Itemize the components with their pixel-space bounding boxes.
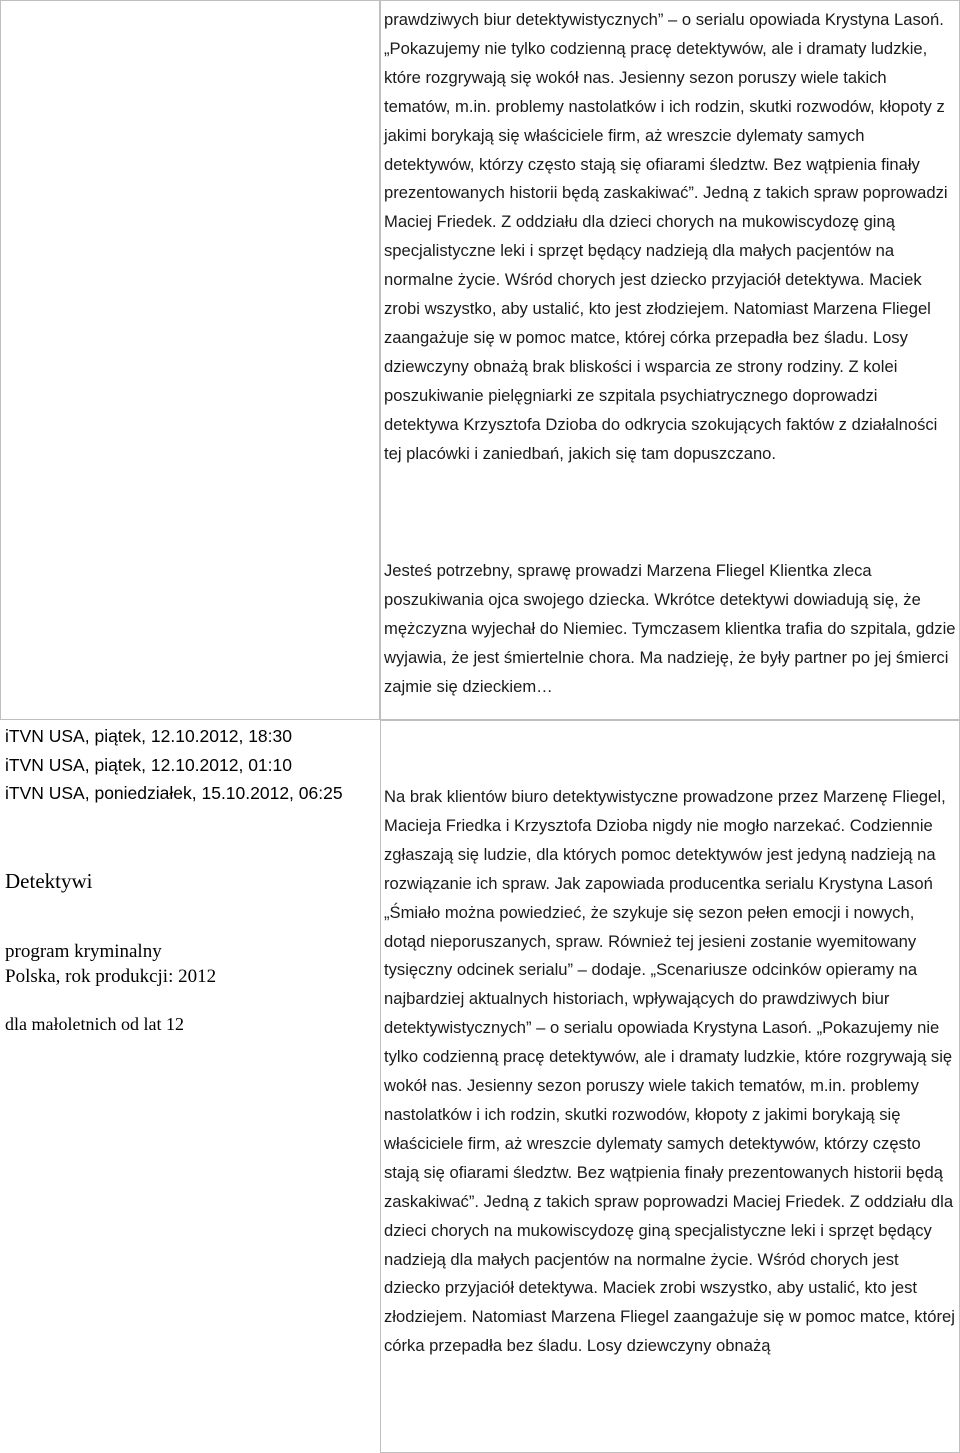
broadcast-listings xyxy=(5,722,375,808)
image-cell-top xyxy=(0,0,380,720)
bottom-paragraph: Na brak klientów biuro detektywistyczne prowadzone przez Marzenę Fliegel, Macieja Friedka i Krzysztofa Dzioba nigdy nie mogło narzekać. Codziennie zgłaszają się ludzie, dla których pomoc detektywów jest jedyną nadzieją na rozwiązanie ich spraw. Jak zapowiada producentka serialu Krystyna Lasoń „Śmiało można powiedzieć, że szykuje się sezon pełen emocji i nowych, dotąd nieporuszanych, spraw. Również tej jesieni zostanie wyemitowany tysięczny odcinek serialu” – dodaje. „Scenariusze odcinków opieramy na najbardziej aktualnych historiach, wpływających do prawdziwych biur detektywistycznych” – o serialu opowiada Krystyna Lasoń. „Pokazujemy nie tylko codzienną pracę detektywów, ale i dramaty ludzkie, które rozgrywają się wokół nas. Jesienny sezon poruszy wiele takich tematów, m.in. problemy nastolatków i ich rodzin, skutki rozwodów, kłopoty z jakimi borykają się właściciele firm, aż wreszcie dylematy samych detektywów, którzy często stają się ofiarami śledztw. Bez wątpienia finały prezentowanych historii będą zaskakiwać”. Jedną z takich spraw poprowadzi Maciej Friedek. Z oddziału dla dzieci chorych na mukowiscydozę giną specjalistyczne leki i sprzęt będący nadzieją dla małych pacjentów na normalne życie. Wśród chorych jest dziecko przyjaciół detektywa. Maciek zrobi wszystko, aby ustalić, kto jest złodziejem. Natomiast Marzena Fliegel zaangażuje się w pomoc matce, której córka przepadła bez śladu. Losy dziewczyny obnażą xyxy=(384,787,955,1356)
age-rating: dla małoletnich od lat 12 xyxy=(5,1014,184,1034)
program-title: Detektywi xyxy=(5,869,93,893)
second-paragraph: Jesteś potrzebny, sprawę prowadzi Marzena Fliegel Klientka zleca poszukiwania ojca swojego dziecka. Wkrótce detektywi dowiadują się, że mężczyzna wyjechał do Niemiec. Tymczasem klientka trafia do szpitala, gdzie wyjawia, że jest śmiertelnie chora. Ma nadzieję, że były partner po jej śmierci zajmie się dzieckiem… xyxy=(384,561,956,696)
program-country-year: Polska, rok produkcji: 2012 xyxy=(5,966,217,987)
top-paragraph: prawdziwych biur detektywistycznych” – o serialu opowiada Krystyna Lasoń. „Pokazujemy nie tylko codzienną pracę detektywów, ale i dramaty ludzkie, które rozgrywają się wokół nas. Jesienny sezon poruszy wiele takich tematów, m.in. problemy nastolatków i ich rodzin, skutki rozwodów, kłopoty z jakimi borykają się właściciele firm, aż wreszcie dylematy samych detektywów, którzy często stają się ofiarami śledztw. Bez wątpienia finały prezentowanych historii będą zaskakiwać”. Jedną z takich spraw poprowadzi Maciej Friedek. Z oddziału dla dzieci chorych na mukowiscydozę giną specjalistyczne leki i sprzęt będący nadzieją dla małych pacjentów na normalne życie. Wśród chorych jest dziecko przyjaciół detektywa. Maciek zrobi wszystko, aby ustalić, kto jest złodziejem. Natomiast Marzena Fliegel zaangażuje się w pomoc matce, której córka przepadła bez śladu. Losy dziewczyny obnażą brak bliskości i wsparcia ze strony rodziny. Z kolei poszukiwanie pielęgniarki ze szpitala psychiatrycznego doprowadzi detektywa Krzysztofa Dzioba do odkrycia szokujących faktów z działalności tej placówki i zaniedbań, jakich się tam dopuszczano. xyxy=(384,10,948,463)
broadcast-listing: iTVN USA, piątek, 12.10.2012, 18:30 xyxy=(5,726,292,746)
program-genre: program kryminalny xyxy=(5,941,162,962)
broadcast-listing: iTVN USA, piątek, 12.10.2012, 01:10 xyxy=(5,754,292,775)
broadcast-listing: iTVN USA, poniedziałek, 15.10.2012, 06:25 xyxy=(5,783,343,804)
